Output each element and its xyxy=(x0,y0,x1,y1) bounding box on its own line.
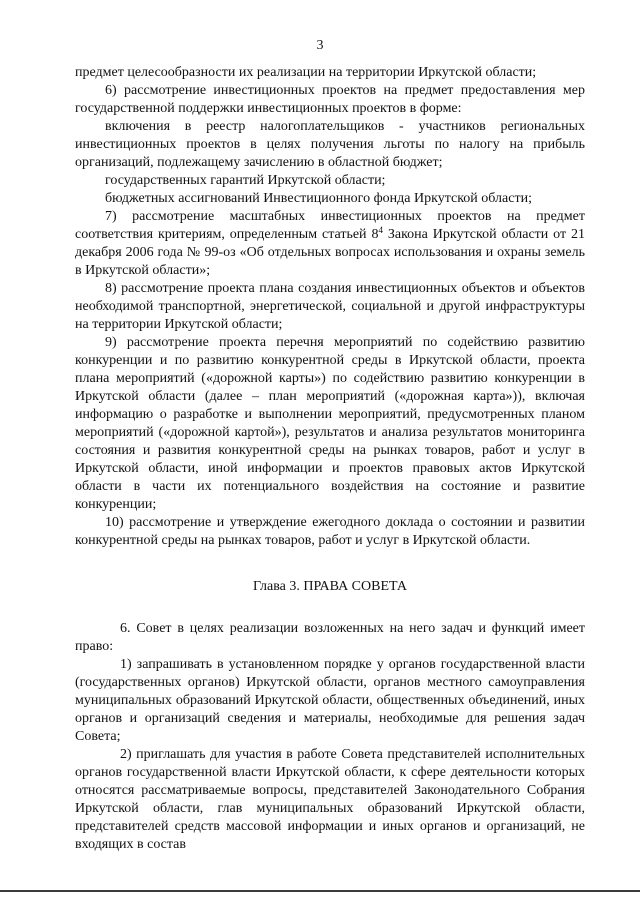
paragraph-text: 7) рассмотрение масштабных инвестиционных проектов на предмет соответствия критериям, определенным статьей 8 xyxy=(75,209,585,242)
paragraph: 1) запрашивать в установленном порядке у органов государственной власти (государственных органов) Иркутской области, органов местного самоуправления муниципальных образований Иркутской области, общественных объединений, иных органов и организаций сведения и материалы, необходимые для решения задач Совета; xyxy=(75,657,585,744)
scan-edge-line xyxy=(0,890,640,892)
paragraph xyxy=(75,208,585,280)
document-body xyxy=(75,64,585,854)
paragraph-text: Закона Иркутской области от 21 декабря 2006 года № 99-оз «Об отдельных вопросах использования и охраны земель в Иркутской области»; xyxy=(75,227,586,278)
paragraph: включения в реестр налогоплательщиков - участников региональных инвестиционных проектов в целях получения льготы по налогу на прибыль организаций, подлежащему зачислению в областной бюджет; xyxy=(75,119,585,170)
paragraph: 6) рассмотрение инвестиционных проектов на предмет предоставления мер государственной поддержки инвестиционных проектов в форме: xyxy=(75,83,585,116)
paragraph: 10) рассмотрение и утверждение ежегодного доклада о состоянии и развитии конкурентной среды на рынках товаров, работ и услуг в Иркутской области. xyxy=(75,515,585,548)
paragraph: 8) рассмотрение проекта плана создания инвестиционных объектов и объектов необходимой транспортной, энергетической, социальной и другой инфраструктуры на территории Иркутской области; xyxy=(75,281,585,332)
chapter-heading: Глава 3. ПРАВА СОВЕТА xyxy=(253,579,407,594)
page-number: 3 xyxy=(316,38,324,53)
paragraph: государственных гарантий Иркутской области; xyxy=(105,173,386,188)
paragraph: предмет целесообразности их реализации на территории Иркутской области; xyxy=(75,65,537,80)
superscript: 4 xyxy=(378,225,383,235)
paragraph: 6. Совет в целях реализации возложенных на него задач и функций имеет право: xyxy=(75,621,585,654)
paragraph: 9) рассмотрение проекта перечня мероприятий по содействию развитию конкуренции и по развитию конкурентной среды в Иркутской области, проекта плана мероприятий («дорожной карты») по содействию развитию конкуренции в Иркутской области (далее – план мероприятий («дорожная карта»)), включая информацию о разработке и выполнении мероприятий, предусмотренных планом мероприятий («дорожной картой»), результатов и анализа результатов мониторинга состояния и развития конкурентной среды на рынках товаров, работ и услуг в Иркутской области, иной информации и проектов правовых актов Иркутской области в части их потенциального воздействия на состояние и развитие конкуренции; xyxy=(75,335,585,512)
paragraph: бюджетных ассигнований Инвестиционного фонда Иркутской области; xyxy=(105,191,532,206)
paragraph: 2) приглашать для участия в работе Совета представителей исполнительных органов государственной власти Иркутской области, к сфере деятельности которых относятся рассматриваемые вопросы, представителей Законодательного Собрания Иркутской области, глав муниципальных образований Иркутской области, представителей средств массовой информации и иных органов и организаций, не входящих в состав xyxy=(75,747,585,852)
